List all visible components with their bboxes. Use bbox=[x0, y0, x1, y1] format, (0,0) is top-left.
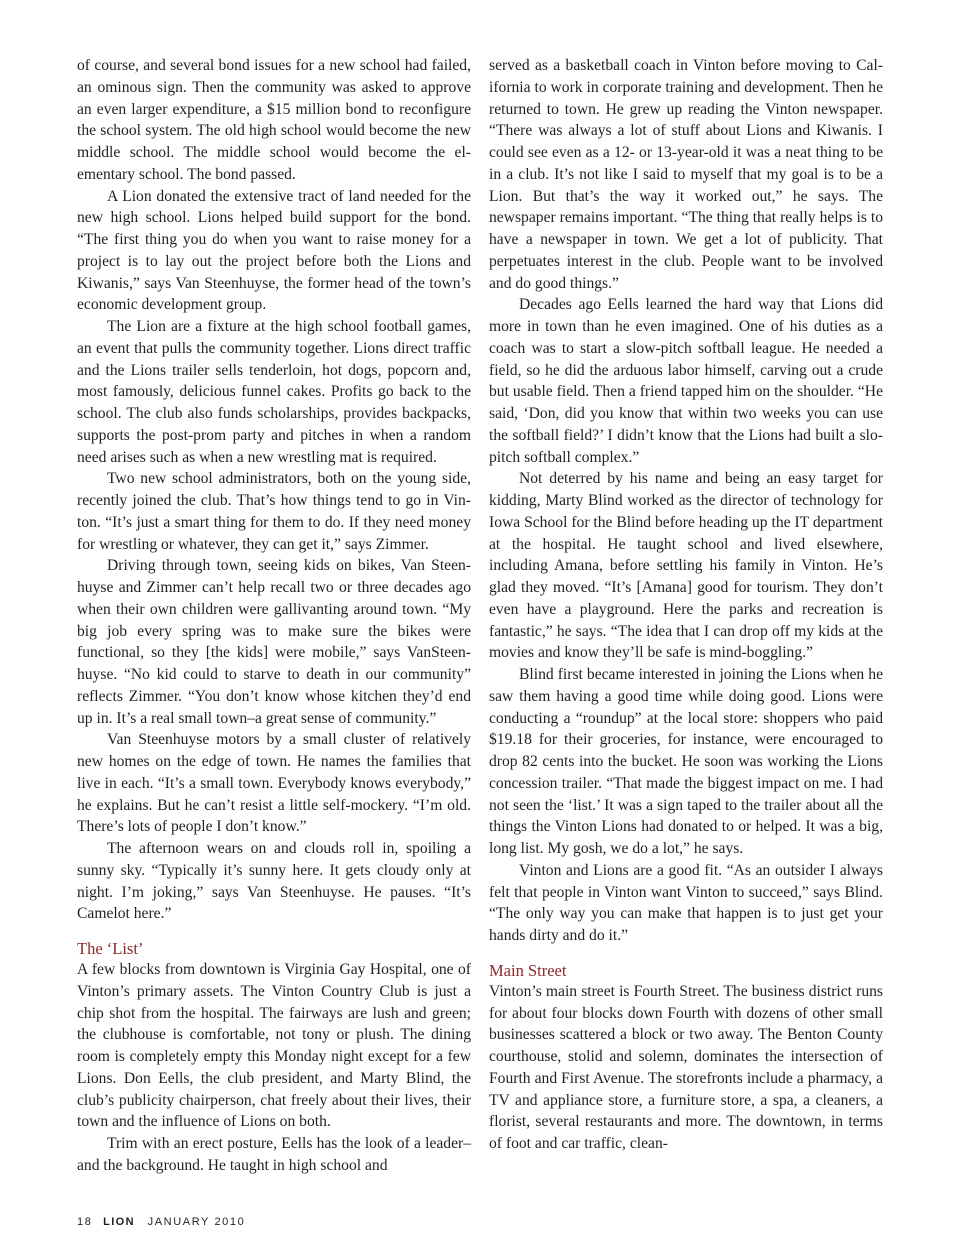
right-column bbox=[489, 55, 883, 1155]
page-footer bbox=[77, 1216, 245, 1228]
paragraph: Vinton and Lions are a good fit. “As an outsider I always felt that people in Vinton want Vinton to succeed,” says Blind. “The only way you can make that happen is to just get your hands dirty and do it.” bbox=[489, 861, 883, 944]
paragraph: Vinton’s main street is Fourth Street. The business district runs for about four blocks down Fourth with dozens of other small businesses scattered a block or two away. The Benton County courthouse, stolid and solemn, dominates the intersection of Fourth and First Avenue. The storefronts include a pharmacy, a TV and appliance store, a furniture store, a spa, a cleaners, a florist, several restaurants and more. The downtown, in terms of foot and car traffic, clean- bbox=[489, 982, 883, 1152]
paragraph: Van Steenhuyse motors by a small cluster of relatively new homes on the edge of town. He names the families that live in each. “It’s a small town. Everybody knows everybody,” he explains. But he can’t resist a little self-mockery. “I’m old. There’s lots of people I don’t know.” bbox=[77, 731, 471, 836]
paragraph: Not deterred by his name and being an easy target for kidding, Marty Blind worked as the director of technology for Iowa School for the Blind before heading up the IT department at the hospital. He taught school and lived elsewhere, including Amana, before settling his family in Vinton. He’s glad they moved. “It’s [Amana] good for tourism. They don’t even have a playground. Here the parks and recreation is fantastic,” he says. “The idea that I can drop off my kids at the movies and know they’ll be safe is mind-boggling.” bbox=[489, 470, 883, 662]
magazine-name: LION bbox=[103, 1216, 135, 1228]
paragraph: A Lion donated the extensive tract of land needed for the new high school. Lions helped build support for the bond. “The first thing you do when you want to raise money for a project is to lay out the project before both the Lions and Kiwanis,” says Van Steenhuyse, the former head of the town’s economic development group. bbox=[77, 187, 471, 314]
paragraph: A few blocks from downtown is Virginia Gay Hospital, one of Vinton’s primary assets. The Vinton Country Club is just a chip shot from the hospital. The fairways are lush and green; the clubhouse is comfortable, not tony or plush. The dining room is completely empty this Monday night except for a few Lions. Don Eells, the club president, and Marty Blind, the club’s publicity chairperson, chat freely about their lives, their town and the influence of Lions on both. bbox=[77, 961, 471, 1131]
paragraph: of course, and several bond issues for a new school had failed, an ominous sign. Then the community was asked to approve an even larger expenditure, a $15 million bond to reconfigure the school system. The old high school would become the new middle school. The middle school would become the elementary school. The bond passed. bbox=[77, 57, 471, 183]
paragraph: Decades ago Eells learned the hard way that Lions did more in town than he even imagined. One of his duties as a coach was to start a slow-pitch softball league. He needed a field, so he did the arduous labor himself, carving out a crude but usable field. Then a friend tapped him on the shoulder. “He said, ‘Don, did you know that within two weeks you can use the softball field?’ I didn’t know that the Lions had built a slo-pitch softball complex.” bbox=[489, 296, 883, 466]
page-number: 18 bbox=[77, 1216, 93, 1228]
paragraph: Blind first became interested in joining the Lions when he saw them having a good time while doing good. Lions were conducting a “roundup” at the local store: shoppers who paid $19.18 for their groceries, for instance, were encouraged to drop 82 cents into the bucket. He soon was working the Lions concession trailer. “That made the biggest impact on me. I had not seen the ‘list.’ It was a sign taped to the trailer about all the things the Vinton Lions had donated to or helped. It was a big, long list. My gosh, we do a lot,” he says. bbox=[489, 666, 883, 857]
paragraph: served as a basketball coach in Vinton before moving to California to work in corporate training and development. Then he returned to town. He grew up reading the Vinton newspaper. “There was always a lot of stuff about Lions and Kiwanis. I could see even as a 12- or 13-year-old it was a neat thing to be in a club. It’s not like I said to myself that my goal is to be a Lion. But that’s the way it worked out,” he says. The newspaper remains important. “The thing that really helps is to have a newspaper in town. We get a lot of publicity. That perpetuates interest in the club. People want to be involved and do good things.” bbox=[489, 57, 883, 292]
paragraph: The afternoon wears on and clouds roll in, spoiling a sunny sky. “Typically it’s sunny here. It gets cloudy only at night. I’m joking,” says Van Steenhuyse. He pauses. “It’s Camelot here.” bbox=[77, 840, 471, 923]
section-heading-main-street: Main Street bbox=[489, 960, 567, 980]
paragraph: Trim with an erect posture, Eells has the look of a leader–and the background. He taught in high school and bbox=[77, 1135, 471, 1174]
paragraph: Two new school administrators, both on the young side, recently joined the club. That’s how things tend to go in Vinton. “It’s just a smart thing for them to do. If they need money for wrestling or whatever, they can get it,” says Zimmer. bbox=[77, 470, 471, 553]
left-column bbox=[77, 55, 471, 1177]
paragraph: Driving through town, seeing kids on bikes, Van Steenhuyse and Zimmer can’t help recall two or three decades ago when their own children were gallivanting around town. “My big job every spring was to make sure the bikes were functional, so they [the kids] were mobile,” says VanSteenhuyse. “No kid could to starve to death in our community” reflects Zimmer. “You don’t know whose kitchen they’d end up in. It’s a real small town–a great sense of community.” bbox=[77, 557, 471, 727]
issue-date: JANUARY 2010 bbox=[147, 1216, 246, 1228]
section-heading-the-list: The ‘List’ bbox=[77, 939, 144, 958]
paragraph: The Lion are a fixture at the high school football games, an event that pulls the community together. Lions direct traffic and the Lions trailer sells tenderloin, hot dogs, popcorn and, most famously, delicious funnel cakes. Profits go back to the school. The club also funds scholarships, provides backpacks, supports the post-prom party and pitches in when a random need arises such as when a new wrestling mat is required. bbox=[77, 318, 471, 466]
